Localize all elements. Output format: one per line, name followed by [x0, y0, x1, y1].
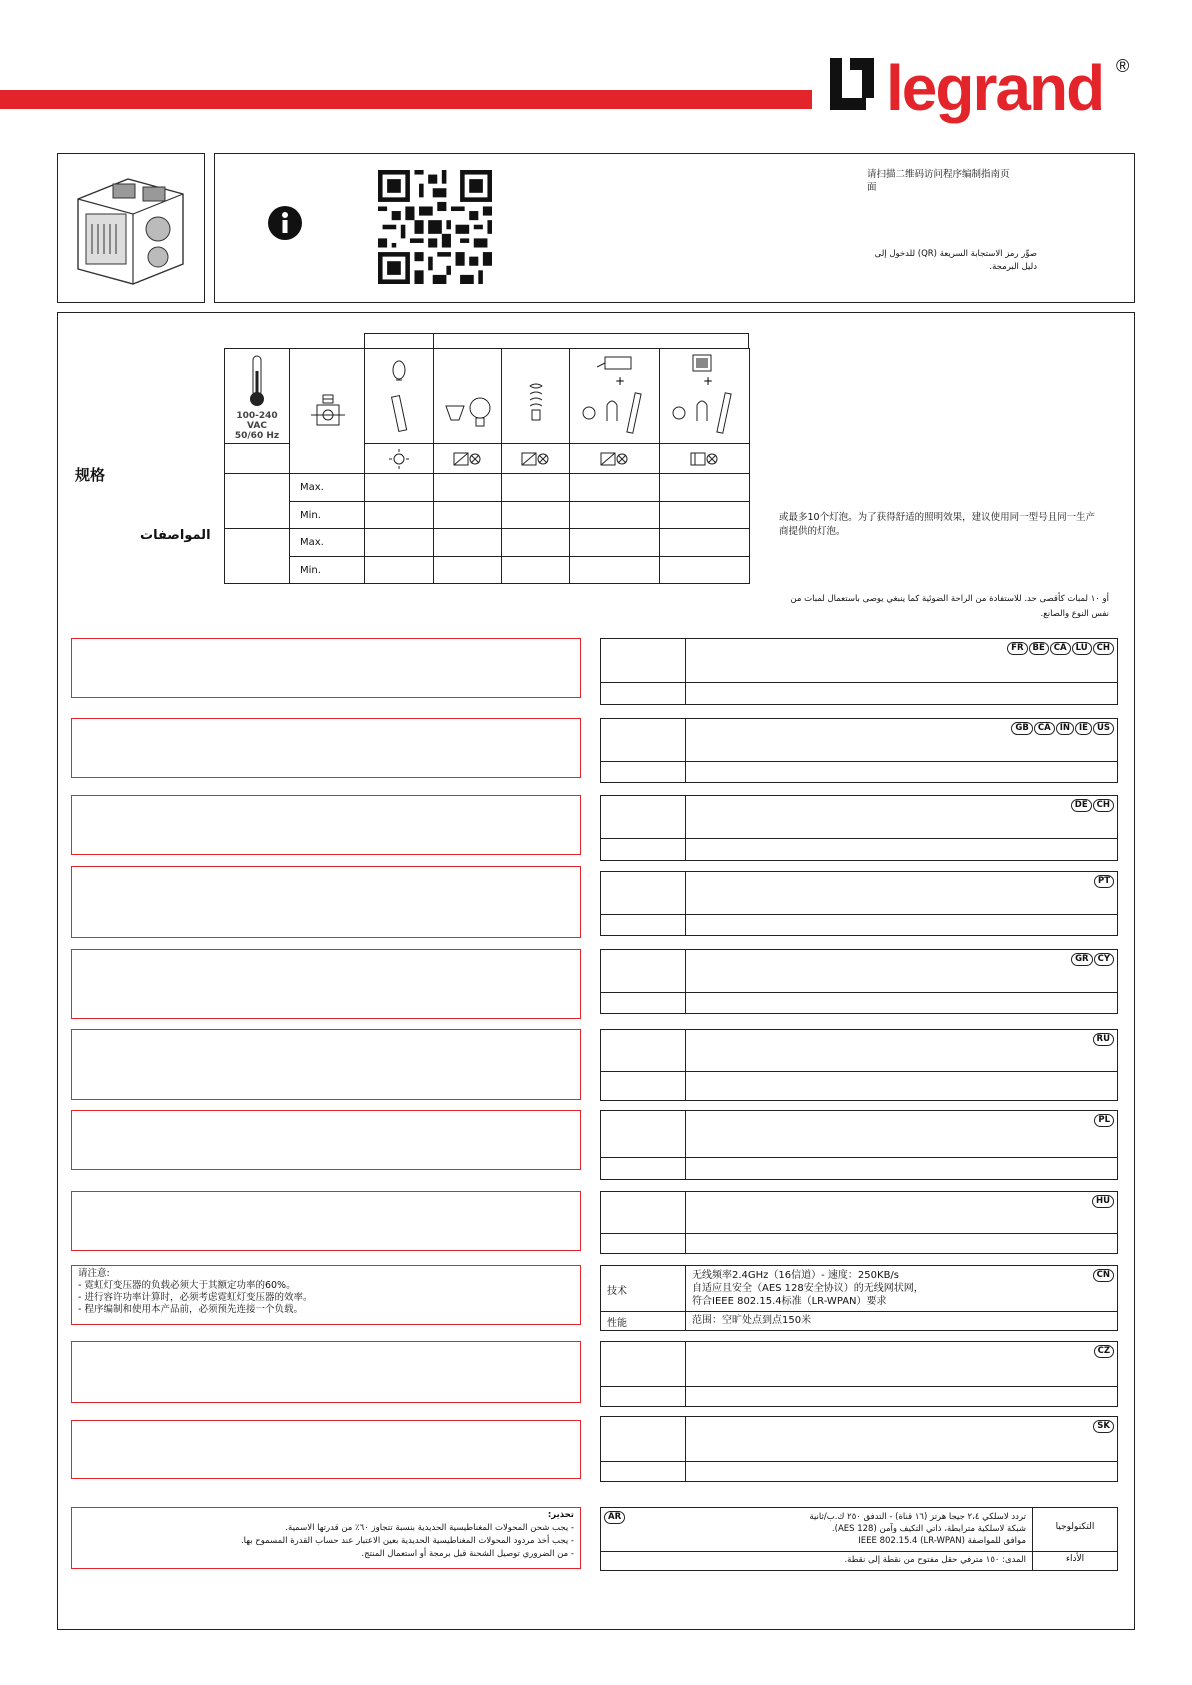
perf-label-cn: 性能 [601, 1312, 686, 1331]
spec-group-a [225, 474, 290, 529]
warning-title-ar: تحذير: [547, 1510, 574, 1520]
country-table [600, 1110, 1118, 1180]
tech-line-cn: 自适应且安全（AES 128安全协议）的无线网状网， [692, 1283, 924, 1294]
row-label: Min. [290, 557, 365, 584]
screw-terminal-icon [307, 391, 347, 431]
terminal-cell [290, 349, 365, 474]
warning-line-cn: - 程序编制和使用本产品前，必须预先连接一个负载。 [78, 1304, 303, 1315]
warning-box [71, 1420, 581, 1479]
warning-box [71, 718, 581, 778]
warning-box [71, 795, 581, 855]
svg-text:®: ® [1116, 56, 1130, 76]
country-codes: HU [1092, 1195, 1114, 1208]
header-red-bar [0, 90, 812, 109]
row-label: Max. [290, 474, 365, 502]
info-icon [267, 205, 303, 241]
led-bulb-cell [434, 349, 502, 444]
led-load-icon [448, 448, 488, 470]
warning-box-ar [71, 1507, 581, 1569]
load-symbol-cell [502, 444, 570, 474]
ferromagnetic-transformer-cell [570, 349, 660, 444]
country-codes: FR BE CA LU CH [1007, 642, 1114, 655]
warning-line-ar: - يجب شحن المحولات المغناطيسية الحديدية بنسبة تتجاوز ٦٠٪ من قدرتها الاسمية. [285, 1523, 574, 1533]
country-table [600, 1029, 1118, 1101]
perf-value-cn: 范围：空旷处点到点150米 [692, 1315, 812, 1326]
warning-box [71, 638, 581, 698]
ferromagnetic-load-icon [595, 448, 635, 470]
country-codes: PL [1094, 1114, 1114, 1127]
country-codes: CZ [1094, 1345, 1114, 1358]
warning-line-cn: - 霓虹灯变压器的负载必须大于其额定功率的60%。 [78, 1280, 296, 1291]
country-code-cn: CN [1093, 1269, 1114, 1282]
specs-table [224, 348, 750, 584]
tech-line-ar: تردد لاسلكي ٢،٤ جيجا هرتز (١٦ قناة) - التدفق ٢٥٠ ك.ب/ثانية [809, 1512, 1026, 1522]
warning-box [71, 949, 581, 1019]
svg-text:+: + [702, 374, 713, 388]
specs-title-ar: المواصفات [140, 528, 211, 543]
warning-box [71, 1191, 581, 1251]
specs-header-group [364, 333, 749, 348]
country-table [600, 871, 1118, 936]
country-codes: RU [1093, 1033, 1114, 1046]
country-table [600, 718, 1118, 783]
tech-line-cn: 无线频率2.4GHz（16信道）- 速度：250KB/s [692, 1270, 900, 1281]
warning-box [71, 1029, 581, 1100]
perf-label-ar: الأداء [1032, 1552, 1117, 1571]
lamp-note-ar: أو ١٠ لمبات كأقصى حد. للاستفادة من الراحة الضوئية كما ينبغي يوصى باستعمال لمبات من نفس النوع والصانع. [790, 594, 1109, 619]
svg-text:legrand: legrand [886, 52, 1104, 124]
country-table [600, 1191, 1118, 1254]
qr-instruction-cn: 请扫描二维码访问程序编制指南页面 [867, 169, 1010, 193]
country-codes: GB CA IN IE US [1011, 722, 1114, 735]
load-symbol-cell [434, 444, 502, 474]
cfl-cell [502, 349, 570, 444]
load-symbol-cell [660, 444, 750, 474]
spec-group-b [225, 529, 290, 584]
qr-code-icon[interactable] [378, 170, 492, 284]
warning-line-cn: - 进行容许功率计算时，必须考虑霓虹灯变压器的效率。 [78, 1292, 313, 1303]
country-code-ar: AR [604, 1511, 625, 1524]
country-table-ar [600, 1507, 1118, 1571]
tech-label-cn: 技术 [601, 1266, 686, 1311]
tech-line-cn: 符合IEEE 802.15.4标准（LR-WPAN）要求 [692, 1296, 887, 1307]
country-codes: SK [1093, 1420, 1114, 1433]
halogen-lamp-icon [379, 356, 419, 436]
transformer-lamps-icon [573, 353, 657, 439]
tech-label-ar: التكنولوجيا [1032, 1508, 1117, 1551]
qr-instruction-ar: صوِّر رمز الاستجابة السريعة (QR) للدخول إلى دليل البرمجة. [874, 249, 1037, 272]
country-table [600, 795, 1118, 861]
specs-title-cn: 规格 [75, 466, 106, 484]
warning-box [71, 866, 581, 938]
row-label: Max. [290, 529, 365, 557]
country-table [600, 1416, 1118, 1482]
warning-box [71, 1110, 581, 1170]
load-symbol-cell [570, 444, 660, 474]
warning-box [71, 1341, 581, 1403]
voltage-label: 100-240 VAC [236, 411, 278, 431]
country-table [600, 949, 1118, 1014]
dimmer-module-illustration [58, 154, 204, 302]
country-table [600, 1341, 1118, 1407]
svg-text:+: + [614, 374, 625, 388]
country-codes: PT [1094, 875, 1114, 888]
frequency-label: 50/60 Hz [234, 431, 280, 441]
warning-title-cn: 请注意: [78, 1268, 110, 1279]
led-bulb-icon [440, 356, 496, 436]
tech-line-ar: شبكة لاسلكية مترابطة، ذاتي التكيف وآمن (AES 128). [831, 1524, 1026, 1534]
resistive-load-icon [384, 448, 414, 470]
warning-line-ar: - يجب أخذ مردود المحولات المغناطيسية الحديدية بعين الاعتبار عند حساب القدرة المسموح بها. [240, 1536, 574, 1546]
country-table [600, 638, 1118, 705]
cfl-load-icon [516, 448, 556, 470]
country-codes: GR CY [1071, 953, 1114, 966]
legrand-logo [826, 48, 1136, 132]
tech-line-ar: موافق للمواصفة IEEE 802.15.4 (LR-WPAN) [858, 1536, 1026, 1546]
thermometer-icon [242, 351, 272, 411]
sun-symbol-cell [365, 444, 434, 474]
halogen-lamp-cell [365, 349, 434, 444]
temperature-cell [225, 349, 290, 444]
empty-cell [225, 444, 290, 474]
cfl-bulb-icon [516, 356, 556, 436]
transformer-lamps-icon [663, 353, 747, 439]
warning-line-ar: - من الضروري توصيل الشحنة قبل برمجة أو استعمال المنتج. [361, 1549, 574, 1559]
warning-box-cn [71, 1265, 581, 1325]
electronic-transformer-cell [660, 349, 750, 444]
qr-info-box [214, 153, 1135, 303]
electronic-load-icon [685, 448, 725, 470]
country-table-cn [600, 1265, 1118, 1331]
row-label: Min. [290, 502, 365, 529]
perf-value-ar: المدى: ١٥٠ مترفي حقل مفتوح من نقطة إلى نقطة. [844, 1555, 1026, 1565]
lamp-note-cn: 或最多10个灯泡。为了获得舒适的照明效果，建议使用同一型号且同一生产商提供的灯泡。 [779, 512, 1096, 537]
product-image-box [57, 153, 205, 303]
country-codes: DE CH [1071, 799, 1114, 812]
